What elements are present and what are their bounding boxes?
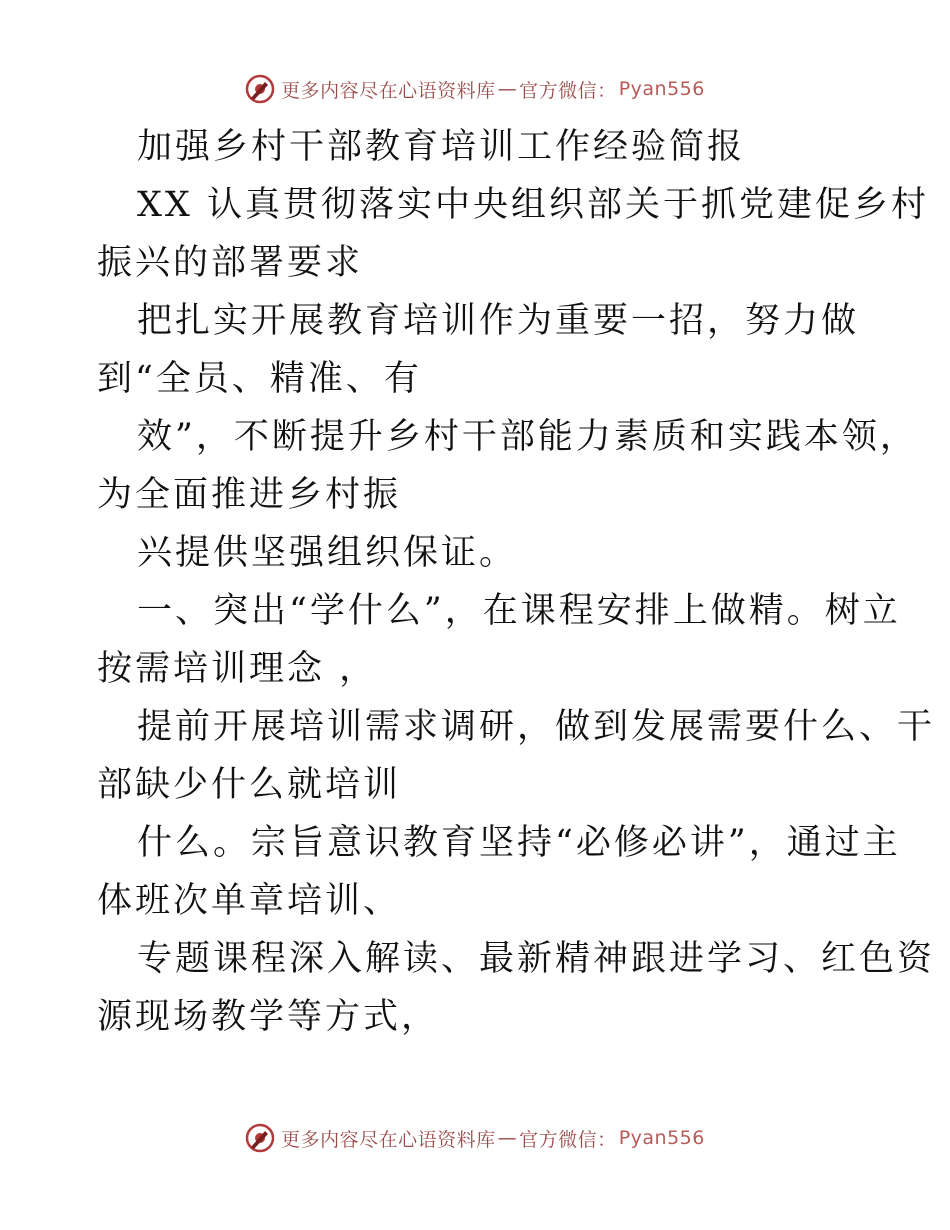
quill-logo-icon [245,74,275,104]
paragraph-line: 按需培训理念 ， [97,649,378,689]
paragraph-line: 振兴的部署要求 [97,243,364,283]
paragraph-line: 为全面推进乡村振 [97,475,402,515]
watermark-text: 更多内容尽在心语资料库 [281,1128,496,1151]
paragraph-line: 源现场教学等方式， [97,997,440,1037]
watermark-header [0,74,950,104]
section-heading-line: 一、突出“学什么”，在课程安排上做精。树立 [137,591,901,631]
paragraph-line: 到“全员、精准、有 [97,359,422,399]
watermark-text: 更多内容尽在心语资料库 [281,79,496,102]
paragraph-line: 把扎实开展教育培训作为重要一招，努力做 [137,301,860,341]
watermark-id: Pyan556 [618,1127,705,1149]
paragraph-line: 体班次单章培训、 [97,881,402,921]
paragraph-line: 兴提供坚强组织保证。 [137,533,518,573]
watermark-separator: — [497,1127,518,1149]
watermark-footer [0,1123,950,1153]
paragraph-line: XX 认真贯彻落实中央组织部关于抓党建促乡村 [137,185,929,225]
paragraph-line: 效”，不断提升乡村干部能力素质和实践本领， [137,417,918,457]
quill-logo-icon [245,1123,275,1153]
watermark-label: 官方微信： [519,79,617,102]
paragraph-line: 什么。宗旨意识教育坚持“必修必讲”，通过主 [137,823,901,863]
paragraph-line: 部缺少什么就培训 [97,765,402,805]
document-title: 加强乡村干部教育培训工作经验简报 [137,127,746,167]
paragraph-line: 专题课程深入解读、最新精神跟进学习、红色资 [137,939,936,979]
watermark-separator: — [497,78,518,100]
watermark-id: Pyan556 [618,78,705,100]
watermark-label: 官方微信： [519,1128,617,1151]
paragraph-line: 提前开展培训需求调研，做到发展需要什么、干 [137,707,936,747]
